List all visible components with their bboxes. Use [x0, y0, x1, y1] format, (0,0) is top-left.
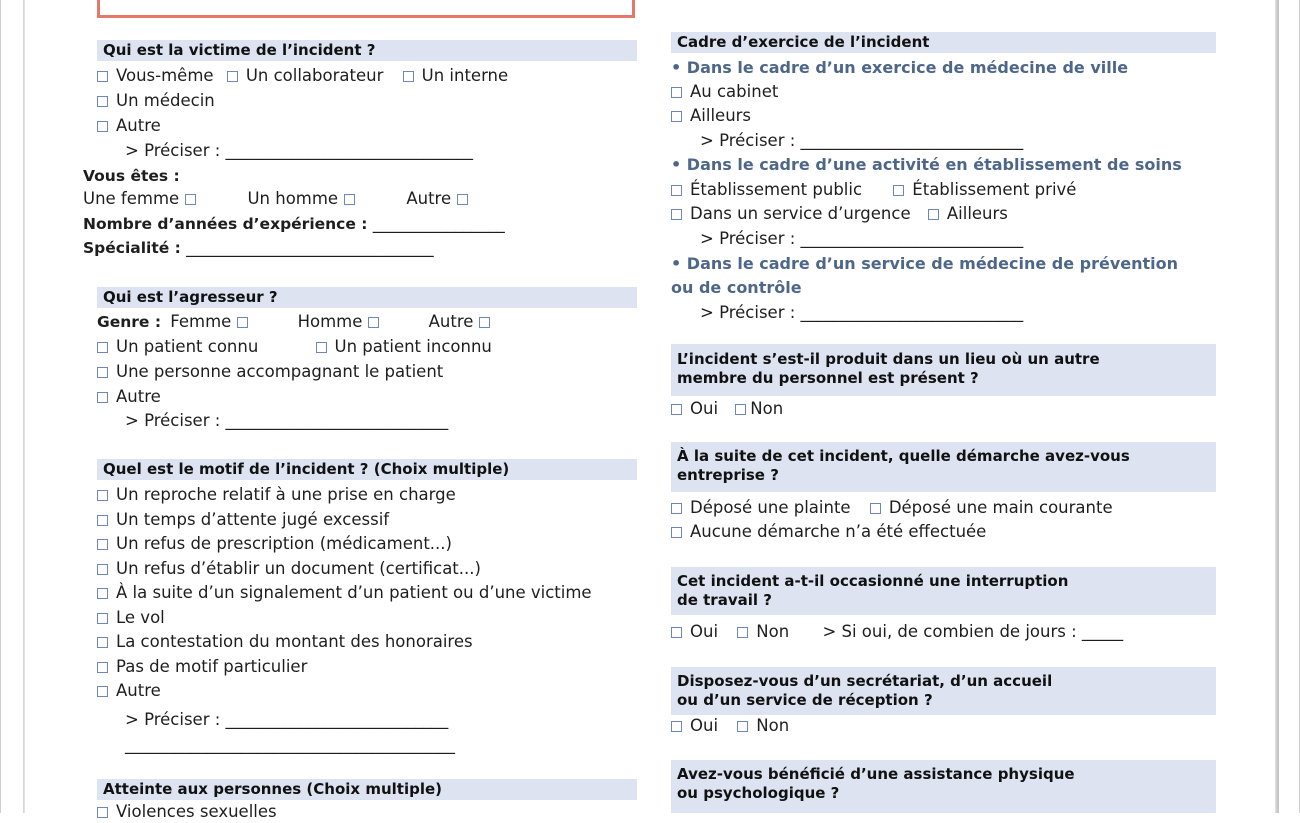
setting-sub-prevention: • Dans le cadre d’un service de médecine de prévention — [671, 254, 1179, 273]
checkbox-victim-other[interactable] — [97, 121, 108, 132]
victim-precise-field[interactable]: > Préciser : ______________________________ — [125, 141, 474, 160]
specialty-label: Spécialité : — [83, 239, 181, 257]
label-female: Femme — [170, 312, 232, 331]
motive-checkbox[interactable] — [97, 662, 108, 673]
label-aggressor-other: Autre — [116, 387, 161, 406]
label-sexual-violence: Violences sexuelles — [116, 802, 277, 821]
motive-item — [97, 631, 637, 653]
motive-item — [97, 680, 637, 702]
gender-row — [83, 188, 623, 210]
motive-label: Un refus de prescription (médicament...) — [116, 534, 452, 553]
assistance-heading — [671, 760, 1216, 813]
label-interruption-no: Non — [756, 622, 790, 641]
label-known-patient: Un patient connu — [116, 337, 259, 356]
motive-item — [97, 558, 637, 580]
checkbox-self[interactable] — [97, 71, 108, 82]
checkbox-elsewhere[interactable] — [671, 111, 682, 122]
motive-label: Un temps d’attente jugé excessif — [116, 509, 390, 529]
label-staff-no: Non — [750, 399, 784, 418]
label-man: Un homme — [247, 189, 339, 208]
setting-elsewhere — [671, 105, 1216, 127]
assistance-heading-line1: Avez-vous bénéficié d’une assistance physique — [677, 765, 1075, 783]
motive-label: Un reproche relatif à une prise en charge — [116, 485, 456, 504]
aggressor-heading: Qui est l’agresseur ? — [97, 287, 637, 308]
aggressor-patient-row — [97, 336, 637, 358]
checkbox-companion[interactable] — [97, 367, 108, 378]
staff-answer-row — [671, 398, 1216, 420]
label-victim-other: Autre — [116, 116, 161, 135]
action-heading-line2: entreprise ? — [677, 466, 779, 484]
setting-precise-1[interactable]: > Préciser : ___________________________ — [700, 131, 1024, 150]
checkbox-logbook[interactable] — [870, 503, 881, 514]
setting-heading: Cadre d’exercice de l’incident — [671, 32, 1216, 53]
interruption-heading — [671, 567, 1216, 615]
label-aggressor-gender-other: Autre — [428, 312, 474, 331]
aggressor-companion — [97, 361, 637, 383]
checkbox-unknown-patient[interactable] — [316, 342, 327, 353]
secretariat-heading — [671, 667, 1216, 715]
label-elsewhere: Ailleurs — [690, 106, 752, 125]
setting-sub-city: • Dans le cadre d’un exercice de médecine de ville — [671, 58, 1129, 77]
checkbox-emergency[interactable] — [671, 209, 682, 220]
interruption-heading-line1: Cet incident a-t-il occasionné une interruption — [677, 572, 1069, 590]
motive-checkbox[interactable] — [97, 490, 108, 501]
page-edge-left — [1, 0, 25, 813]
checkbox-known-patient[interactable] — [97, 342, 108, 353]
motive-label: Le vol — [116, 607, 165, 627]
motive-heading: Quel est le motif de l’incident ? (Choix multiple) — [97, 459, 637, 480]
specialty-field[interactable]: ______________________________ — [186, 238, 434, 257]
motive-checkbox[interactable] — [97, 564, 108, 575]
motive-label: La contestation du montant des honoraires — [116, 632, 473, 651]
label-male: Homme — [297, 312, 363, 331]
label-secretariat-yes: Oui — [690, 716, 719, 735]
motive-item — [97, 656, 637, 678]
label-gender-other: Autre — [406, 189, 452, 208]
label-interruption-yes: Oui — [690, 622, 719, 641]
secretariat-heading-line2: ou d’un service de réception ? — [677, 691, 933, 709]
motive-label: Pas de motif particulier — [116, 656, 308, 676]
staff-heading — [671, 344, 1216, 396]
motive-checkbox[interactable] — [97, 539, 108, 550]
checkbox-aggressor-gender-other[interactable] — [479, 317, 490, 328]
label-woman: Une femme — [83, 189, 180, 208]
setting-precise-3[interactable]: > Préciser : ___________________________ — [700, 303, 1024, 322]
setting-precise-2[interactable]: > Préciser : ___________________________ — [700, 229, 1024, 248]
motive-item — [97, 509, 637, 531]
action-row-1 — [671, 497, 1216, 519]
years-label: Nombre d’années d’expérience : — [83, 215, 368, 233]
staff-heading-line1: L’incident s’est-il produit dans un lieu où un autre — [677, 350, 1100, 368]
checkbox-interruption-no[interactable] — [737, 627, 748, 638]
checkbox-secretariat-no[interactable] — [737, 721, 748, 732]
motive-item — [97, 582, 637, 604]
you-are-label: Vous êtes : — [83, 167, 180, 185]
setting-sub-prevention-2: ou de contrôle — [671, 278, 802, 297]
checkbox-staff-yes[interactable] — [671, 404, 682, 415]
action-row-2 — [671, 521, 1216, 543]
checkbox-elsewhere-2[interactable] — [928, 209, 939, 220]
label-private: Établissement privé — [912, 180, 1077, 199]
years-row — [83, 213, 623, 235]
motive-precise-field-2[interactable]: ________________________________________ — [125, 735, 455, 754]
genre-label: Genre : — [97, 313, 162, 331]
specialty-row — [83, 237, 623, 259]
action-heading — [671, 442, 1216, 492]
label-no-action: Aucune démarche n’a été effectuée — [690, 522, 987, 541]
label-secretariat-no: Non — [756, 716, 790, 735]
setting-emergency — [671, 203, 1216, 225]
checkbox-female[interactable] — [237, 317, 248, 328]
motive-item — [97, 607, 637, 629]
label-companion: Une personne accompagnant le patient — [116, 362, 444, 381]
checkbox-complaint[interactable] — [671, 503, 682, 514]
page-edge-right — [1275, 0, 1299, 813]
harm-option-sexual — [97, 801, 637, 823]
label-complaint: Déposé une plainte — [690, 498, 851, 517]
checkbox-colleague[interactable] — [227, 71, 238, 82]
setting-office — [671, 81, 1216, 103]
checkbox-interruption-yes[interactable] — [671, 627, 682, 638]
victim-options-row1 — [97, 65, 637, 87]
checkbox-no-action[interactable] — [671, 527, 682, 538]
label-intern: Un interne — [421, 66, 509, 85]
secretariat-row — [671, 715, 1216, 737]
checkbox-man[interactable] — [344, 194, 355, 205]
checkbox-aggressor-other[interactable] — [97, 392, 108, 403]
motive-label: Autre — [116, 681, 161, 700]
checkbox-secretariat-yes[interactable] — [671, 721, 682, 732]
action-heading-line1: À la suite de cet incident, quelle démarche avez-vous — [677, 447, 1130, 465]
label-staff-yes: Oui — [690, 399, 719, 418]
motive-checkbox[interactable] — [97, 588, 108, 599]
setting-public-private — [671, 179, 1216, 201]
motive-label: Un refus d’établir un document (certificat...) — [116, 558, 481, 578]
aggressor-genre-row — [97, 311, 637, 333]
motive-item — [97, 533, 637, 555]
secretariat-heading-line1: Disposez-vous d’un secrétariat, d’un accueil — [677, 672, 1053, 690]
checkbox-office[interactable] — [671, 87, 682, 98]
staff-heading-line2: membre du personnel est présent ? — [677, 369, 979, 387]
label-emergency: Dans un service d’urgence — [690, 204, 911, 223]
motive-label: À la suite d’un signalement d’un patient ou d’une victime — [116, 583, 592, 602]
years-field[interactable]: ________________ — [372, 214, 505, 233]
victim-option-other — [97, 115, 637, 137]
victim-heading: Qui est la victime de l’incident ? — [97, 40, 637, 61]
checkbox-doctor[interactable] — [97, 96, 108, 107]
label-self: Vous-même — [116, 66, 214, 85]
assistance-heading-line2: ou psychologique ? — [677, 784, 840, 802]
motive-checkbox[interactable] — [97, 686, 108, 697]
motive-precise-field[interactable]: > Préciser : ___________________________ — [125, 710, 449, 729]
label-logbook: Déposé une main courante — [888, 498, 1113, 517]
motive-checkbox[interactable] — [97, 613, 108, 624]
label-colleague: Un collaborateur — [245, 66, 384, 85]
label-office: Au cabinet — [690, 82, 779, 101]
motive-item — [97, 484, 637, 506]
checkbox-intern[interactable] — [403, 71, 414, 82]
harm-heading: Atteinte aux personnes (Choix multiple) — [97, 779, 637, 800]
motive-checkbox[interactable] — [97, 515, 108, 526]
label-elsewhere-2: Ailleurs — [946, 204, 1008, 223]
interruption-heading-line2: de travail ? — [677, 591, 772, 609]
checkbox-staff-no[interactable] — [735, 404, 746, 415]
top-frame — [97, 0, 635, 18]
setting-sub-establishment: • Dans le cadre d’une activité en établissement de soins — [671, 155, 1182, 174]
checkbox-woman[interactable] — [185, 194, 196, 205]
interruption-days-field[interactable]: > Si oui, de combien de jours : _____ — [822, 622, 1124, 641]
label-public: Établissement public — [690, 180, 863, 199]
interruption-row — [671, 621, 1216, 643]
aggressor-other — [97, 386, 637, 408]
aggressor-precise-field[interactable]: > Préciser : ___________________________ — [125, 411, 449, 430]
victim-option-doctor — [97, 90, 637, 112]
label-unknown-patient: Un patient inconnu — [334, 337, 492, 356]
checkbox-private[interactable] — [893, 185, 904, 196]
motive-checkbox[interactable] — [97, 637, 108, 648]
checkbox-public[interactable] — [671, 185, 682, 196]
label-doctor: Un médecin — [116, 91, 215, 110]
checkbox-male[interactable] — [368, 317, 379, 328]
checkbox-gender-other[interactable] — [457, 194, 468, 205]
